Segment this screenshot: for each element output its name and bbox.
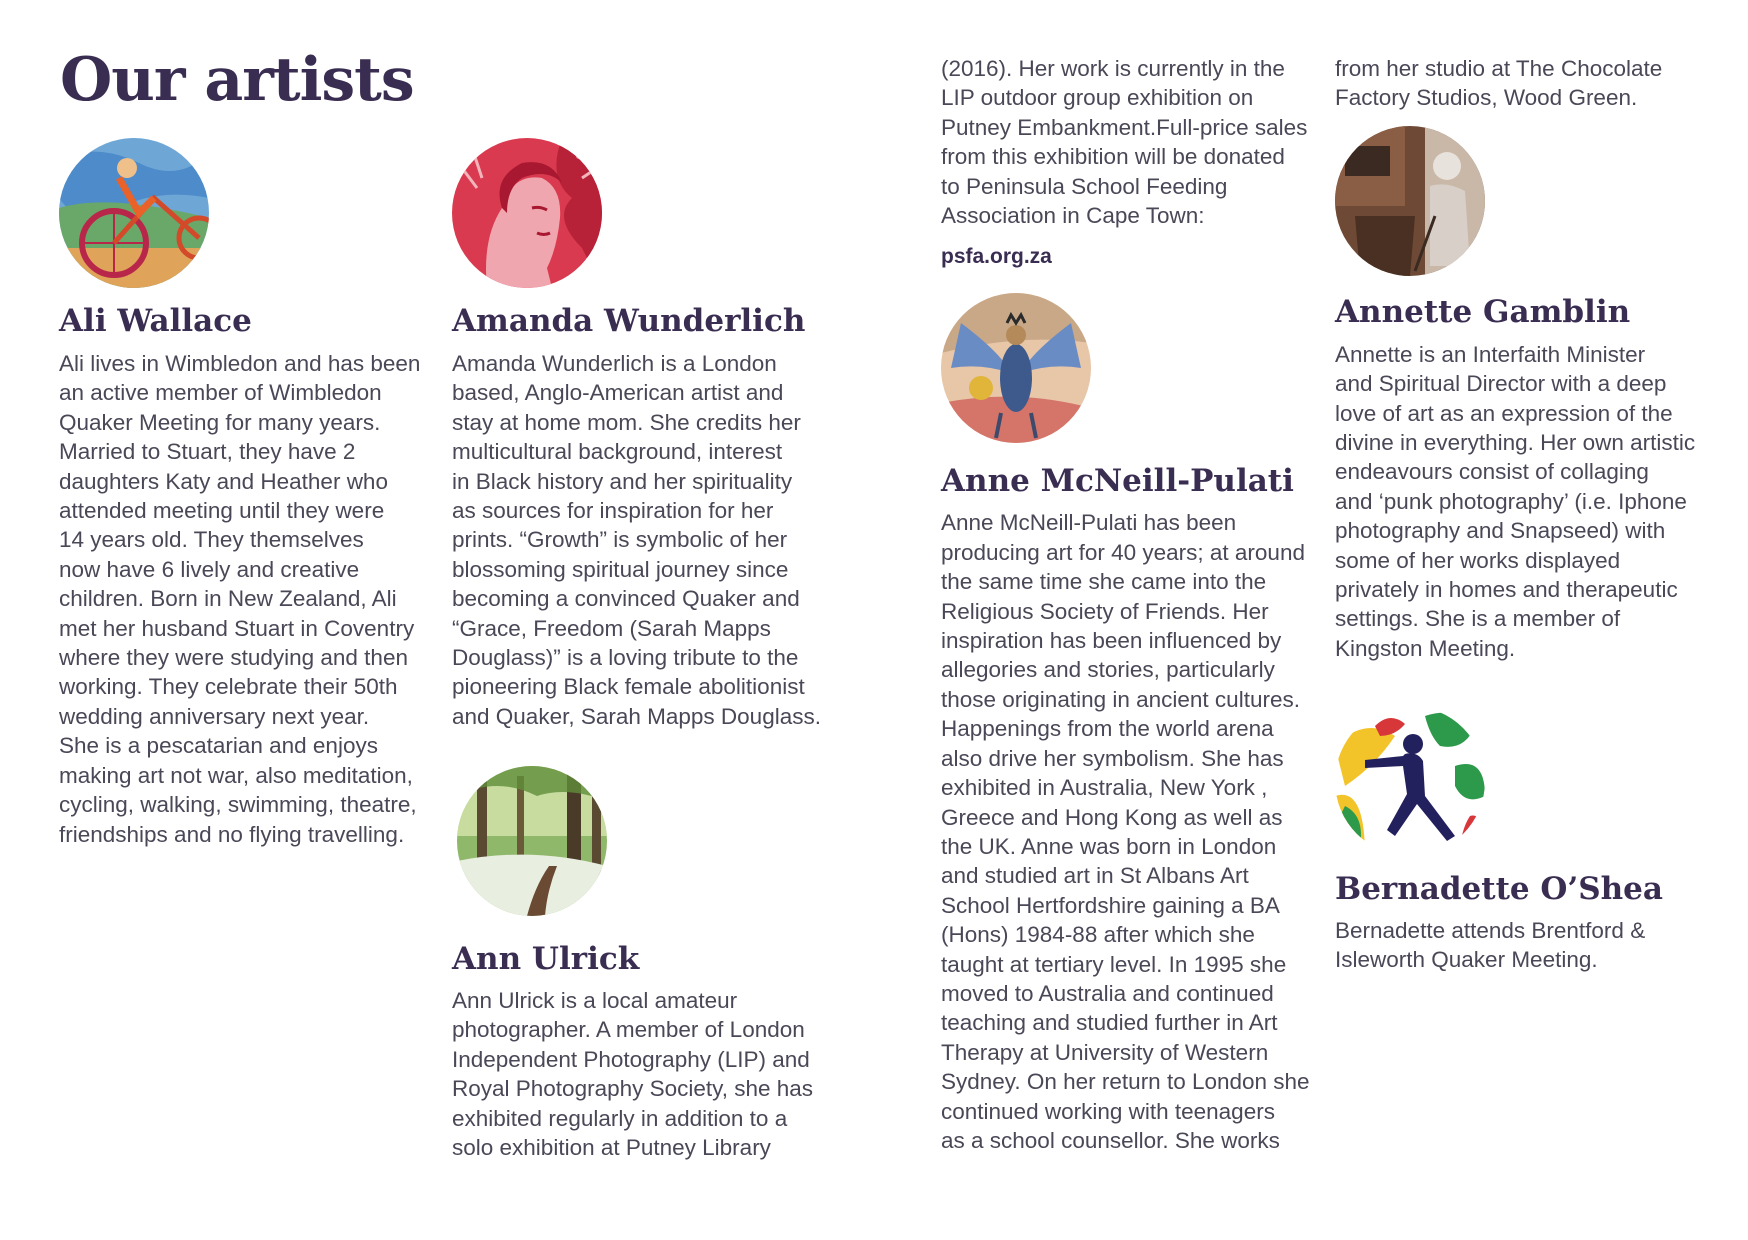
page-title: Our artists: [60, 45, 414, 115]
artist-bio: Ann Ulrick is a local amateur photographer. A member of London Independent Photography (LIP) and Royal Photography Society, she has exhibited regularly in addition to a solo exhibition at Putney Library: [452, 988, 814, 1161]
artist-name: Anne McNeill-Pulati: [941, 463, 1294, 500]
artist-name: Amanda Wunderlich: [452, 303, 806, 339]
artist-photo-red-print: [452, 138, 602, 288]
artist-name: Annette Gamblin: [1335, 293, 1631, 330]
artist-photo-bicycle-painting: [59, 138, 209, 288]
artist-bio: Bernadette attends Brentford & Isleworth Quaker Meeting.: [1335, 918, 1646, 973]
artist-name: Bernadette O’Shea: [1335, 871, 1663, 907]
artist-card-ali-wallace: [59, 138, 429, 849]
artist-column-4: [1335, 54, 1715, 663]
artist-card-amanda-wunderlich: [452, 138, 827, 731]
artist-bio: Annette is an Interfaith Minister and Spiritual Director with a deep love of art as an expression of the divine in everything. Her own artistic endeavours consist of collaging and ‘punk photography’ (i.e. Iphone photography and Snapseed) with some of her works displayed privately in homes and therapeutic settings. She is a member of Kingston Meeting.: [1335, 341, 1696, 661]
artist-bio: Anne McNeill-Pulati has been producing art for 40 years; at around the same time she came into the Religious Society of Friends. Her inspiration has been influenced by allegories and stories, particularly those originating in ancient cultures. Happenings from the world arena also drive her symbolism. She has exhibited in Australia, New York , Greece and Hong Kong as well as the UK. Anne was born in London and studied art in St Albans Art School Hertfordshire gaining a BA (Hons) 1984-88 after which she taught at tertiary level. In 1995 she moved to Australia and continued teaching and studied further in Art Therapy at University of Western Sydney. On her return to London she continued working with teenagers as a school counsellor. She works: [941, 510, 1310, 1153]
artist-card-ann-ulrick: [452, 766, 827, 1162]
artist-photo-studio-person: [1335, 126, 1485, 276]
psfa-link[interactable]: psfa.org.za: [941, 245, 1052, 269]
artist-photo-winged-figure: [941, 293, 1091, 443]
artist-photo-dancer-cutout: [1335, 706, 1485, 856]
artist-bio: Amanda Wunderlich is a London based, Anglo-American artist and stay at home mom. She credits her multicultural background, interest in Black history and her spirituality as sources for inspiration for her prints. “Growth” is symbolic of her blossoming spiritual journey since becoming a convinced Quaker and “Grace, Freedom (Sarah Mapps Douglass)” is a loving tribute to the pioneering Black female abolitionist and Quaker, Sarah Mapps Douglass.: [452, 351, 821, 729]
artist-bio: Ali lives in Wimbledon and has been an active member of Wimbledon Quaker Meeting for many years. Married to Stuart, they have 2 daughters Katy and Heather who attended meeting until they were 14 years old. They themselves now have 6 lively and creative children. Born in New Zealand, Ali met her husband Stuart in Coventry where they were studying and then working. They celebrate their 50th wedding anniversary next year. She is a pescatarian and enjoys making art not war, also meditation, cycling, walking, swimming, theatre, friendships and no flying travelling.: [59, 351, 421, 847]
artist-bio-continued: from her studio at The Chocolate Factory Studios, Wood Green.: [1335, 56, 1663, 111]
artist-name: Ali Wallace: [59, 303, 252, 339]
artist-bio-continued: (2016). Her work is currently in the LIP outdoor group exhibition on Putney Embankment.Full-price sales from this exhibition will be donated to Peninsula School Feeding Association in Cape Town:: [941, 56, 1308, 229]
artist-name: Ann Ulrick: [452, 941, 640, 977]
artist-column-3: [941, 54, 1326, 1155]
artist-photo-bluebell-woods: [457, 766, 607, 916]
artist-card-bernadette-oshea: [1335, 706, 1715, 975]
